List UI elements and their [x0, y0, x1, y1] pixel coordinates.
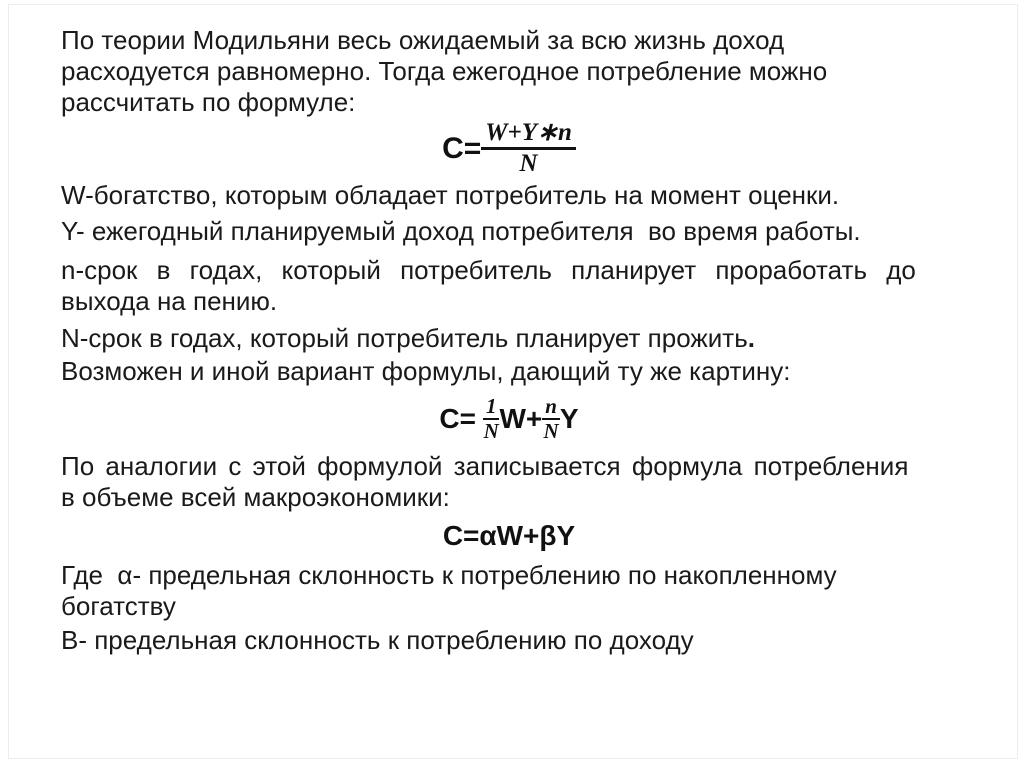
formula-annual-consumption: [61, 119, 957, 177]
formula-annual-denominator: N: [481, 147, 576, 177]
macro-line-2: в объеме всей макроэкономики:: [61, 482, 450, 512]
formula-alternative: [61, 395, 957, 442]
formula-alt-fraction-2: [542, 395, 560, 442]
beta-definition: В- предельная склонность к потреблению по доходу: [61, 625, 694, 655]
alpha-definition-line-1: Где α- предельная склонность к потреблению по накопленному: [61, 560, 837, 590]
formula-alt-frac2-numerator: n: [545, 394, 557, 418]
definition-life-years-text: N-срок в годах, который потребитель планирует прожить: [61, 323, 748, 353]
formula-annual-fraction: [481, 119, 576, 177]
definition-work-years-line-1: n-срок в годах, который потребитель планирует проработать до: [61, 255, 916, 285]
definition-life-years-period: .: [747, 323, 755, 353]
intro-line-3: рассчитать по формуле:: [61, 87, 356, 117]
formula-annual-lhs: C=: [442, 131, 482, 165]
macro-line-1: По аналогии с этой формулой записывается формула потребления: [61, 451, 909, 481]
slide-canvas: [8, 4, 1018, 759]
definition-wealth: W-богатство, которым обладает потребитель на момент оценки.: [61, 180, 840, 210]
alpha-definition-line-2: богатству: [61, 591, 176, 621]
formula-alt-fraction-1: [483, 395, 500, 442]
definition-work-years-line-2: выхода на пению.: [61, 286, 278, 316]
definition-income: Y- ежегодный планируемый доход потребителя во время работы.: [61, 216, 861, 246]
formula-alt-rhs: Y: [559, 403, 579, 434]
alt-formula-intro: Возможен и иной вариант формулы, дающий ту же картину:: [61, 356, 791, 386]
slide-content: [61, 25, 957, 656]
formula-alt-frac1-denominator: N: [483, 419, 499, 443]
formula-alt-lhs: C=: [439, 403, 476, 434]
formula-alt-frac1-numerator: 1: [485, 394, 497, 418]
formula-alt-frac2-denominator: N: [543, 419, 559, 443]
formula-alt-middle: W+: [499, 403, 543, 434]
formula-annual-numerator: W+Y∗n: [485, 119, 572, 146]
formula-macro-consumption: C=αW+βY: [442, 520, 576, 551]
definition-life-years: [61, 323, 957, 354]
intro-line-1: По теории Модильяни весь ожидаемый за всю жизнь доход: [61, 25, 785, 55]
intro-line-2: расходуется равномерно. Тогда ежегодное потребление можно: [61, 56, 828, 86]
